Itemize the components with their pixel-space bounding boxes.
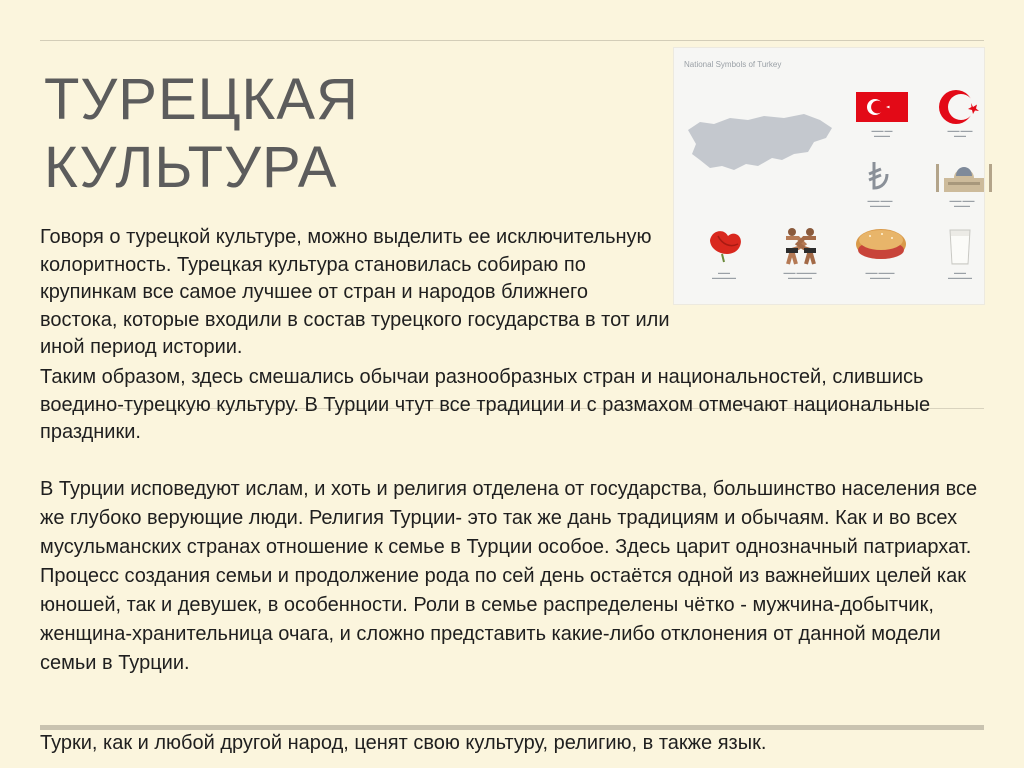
hagia-sophia-icon	[932, 156, 996, 194]
ayran-caption: ▬▬▬ ▬▬▬▬▬▬	[948, 270, 972, 280]
oil-wrestling-icon	[770, 224, 832, 266]
crescent-caption: ▬▬▬ ▬▬▬ ▬▬▬	[947, 128, 973, 138]
tulip-caption: ▬▬▬ ▬▬▬▬▬▬	[712, 270, 736, 280]
title-line-2: КУЛЬТУРА	[44, 135, 338, 200]
lira-caption: ▬▬▬ ▬▬▬ ▬▬▬▬▬	[867, 198, 893, 208]
image-caption-title: National Symbols of Turkey	[684, 60, 782, 69]
wrestling-caption: ▬▬▬ ▬▬▬▬▬ ▬▬▬▬▬▬	[783, 270, 817, 280]
ayran-glass-icon	[948, 228, 972, 266]
turkey-map-icon	[686, 108, 836, 178]
paragraph-closing: Турки, как и любой другой народ, ценят свою культуру, религию, в также язык.	[40, 732, 767, 754]
simit-icon	[854, 226, 908, 266]
national-symbols-image	[674, 48, 984, 304]
paragraph-traditions: Таким образом, здесь смешались обычаи разнообразных стран и национальностей, слившись воедино-турецкую культуру. В Турции чтут все традиции и с размахом отмечают национальные праздники.	[40, 366, 931, 443]
tulip-icon	[704, 226, 746, 266]
paragraph-religion: В Турции исповедуют ислам, и хоть и религия отделена от государства, большинство населения все же глубоко верующие люди. Религия Турции- это так же дань традициям и обычаям. Как и во всех мусульманских странах отношение к семье в Турции особое. Здесь царит однозначный патриархат. Процесс создания семьи и продолжение рода по сей день остаётся одной из важнейших целей как юношей, так и девушек, в особенности. Роли в семье распределены чётко - мужчина-добытчик, женщина-хранительница очага, и сложно представить какие-либо отклонения от данной модели семьи в Турции.	[40, 478, 978, 674]
paragraph-intro: Говоря о турецкой культуре, можно выделить ее исключительную колоритность. Турецкая культура становилась собираю по крупинкам все самое лучшее от стран и народов ближнего востока, которые входили в состав турецкого государства в тот или иной период истории.	[40, 226, 670, 358]
title-line-1: ТУРЕЦКАЯ	[44, 67, 359, 132]
slide-title	[44, 66, 544, 202]
top-divider	[40, 40, 984, 41]
flag-caption: ▬▬▬ ▬▬ ▬▬▬▬	[871, 128, 893, 138]
crescent-star-icon	[936, 88, 984, 126]
lira-icon	[866, 160, 890, 192]
turkish-flag-icon	[856, 92, 908, 122]
simit-caption: ▬▬▬ ▬▬▬▬ ▬▬▬▬▬	[865, 270, 895, 280]
hagia-sophia-caption: ▬▬▬ ▬▬▬ ▬▬▬▬	[949, 198, 975, 208]
